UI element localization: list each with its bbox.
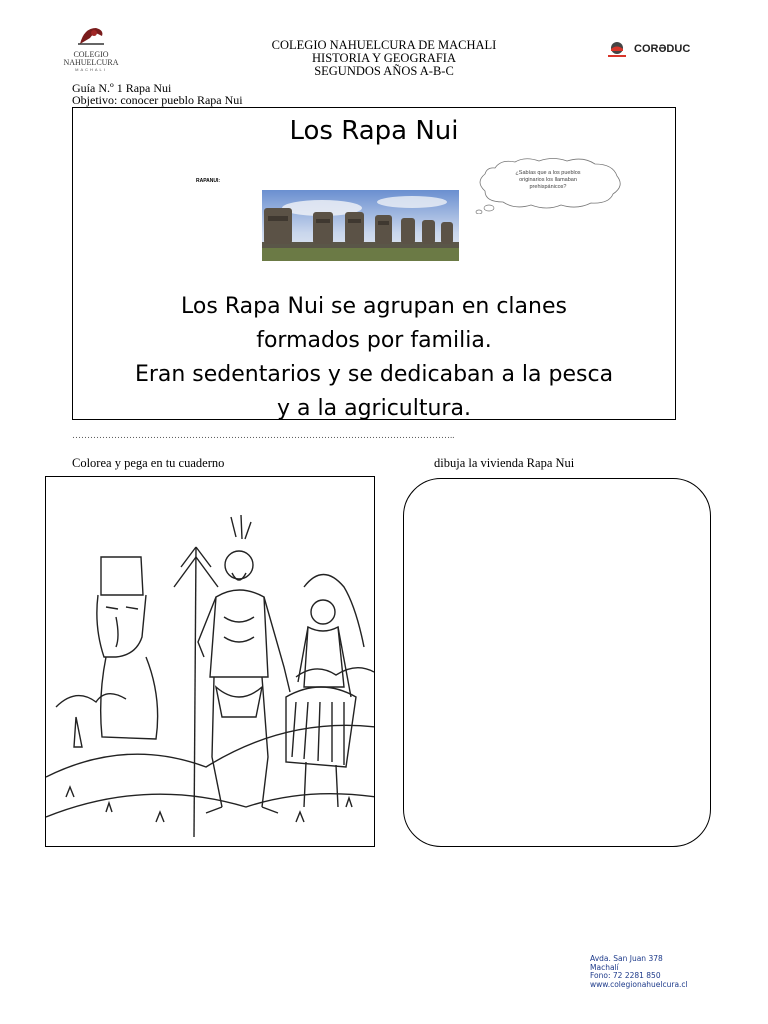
info-box-title: Los Rapa Nui (289, 116, 459, 146)
moai-photo (262, 190, 459, 261)
right-activity-caption: dibuja la vivienda Rapa Nui (434, 456, 575, 470)
rapanui-small-label: RAPANUI: (196, 178, 221, 184)
footer-website: www.colegionahuelcura.cl (590, 979, 688, 989)
guide-objective: Objetivo: conocer pueblo Rapa Nui (72, 93, 243, 107)
thought-bubble (473, 156, 623, 214)
school-logo-text: COLEGIO NAHUELCURA (63, 50, 119, 67)
dotted-divider: ……………………………………………………………………………………………………………….. (72, 430, 455, 440)
left-activity-caption: Colorea y pega en tu cuaderno (72, 456, 225, 470)
body-line-4: y a la agricultura. (277, 396, 471, 421)
subject: HISTORIA Y GEOGRAFIA (312, 51, 456, 65)
grade-level: SEGUNDOS AÑOS A-B-C (314, 64, 454, 78)
drawing-area[interactable] (403, 478, 711, 847)
coreduc-emblem-icon (606, 40, 628, 60)
info-box-body (73, 290, 675, 426)
footer-address: Avda. San Juan 378 (590, 954, 663, 963)
school-name: COLEGIO NAHUELCURA DE MACHALI (271, 38, 497, 52)
coloring-illustration (45, 476, 375, 847)
info-box (72, 107, 676, 420)
thought-bubble-text: ¿Sabías que a los pueblos originarios los llamaban prehispánicos? (515, 170, 581, 190)
school-logo-sub: MACHALI (75, 67, 107, 72)
body-line-3: Eran sedentarios y se dedicaban a la pesca (134, 362, 614, 387)
guide-title: Guía N.º 1 Rapa Nui (72, 81, 172, 95)
footer-contact (590, 955, 688, 989)
body-line-2: formados por familia. (256, 328, 492, 353)
coreduc-logo (606, 40, 698, 60)
rapa-nui-people-illustration (46, 477, 375, 847)
coreduc-logo-text: CORƏDUC (634, 43, 691, 55)
footer-city: Machalí (590, 962, 619, 972)
footer-phone: Fono: 72 2281 850 (590, 971, 661, 980)
body-line-1: Los Rapa Nui se agrupan en clanes (181, 294, 567, 319)
